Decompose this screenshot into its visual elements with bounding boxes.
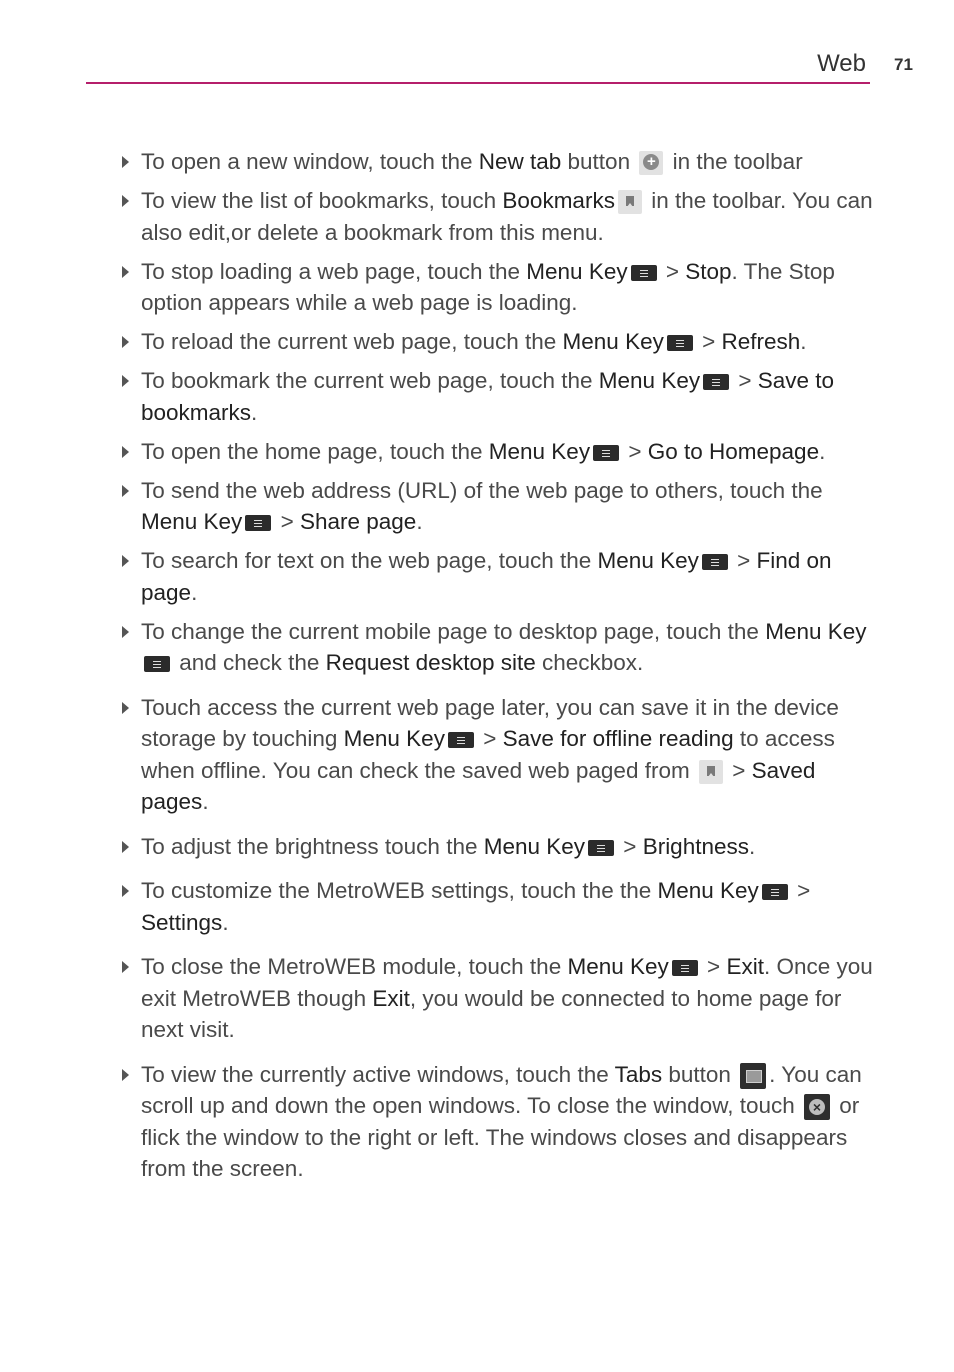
keyword: Stop: [685, 258, 732, 284]
keyword: Request desktop site: [325, 650, 536, 675]
section-title: Web: [817, 50, 866, 77]
keyword: Menu Key: [567, 954, 669, 979]
list-item: To open the home page, touch the Menu Key > Go to Homepage.: [118, 436, 878, 468]
menu-key-icon: [672, 960, 698, 976]
list-item: To view the list of bookmarks, touch Bookmarks in the toolbar. You can also edit,or delete a bookmark from this menu.: [118, 185, 878, 248]
keyword: Go to Homepage: [647, 438, 820, 464]
keyword: Menu Key: [657, 878, 759, 903]
keyword: Menu Key: [597, 548, 699, 573]
bookmark-icon: [618, 190, 642, 214]
close-window-icon: [804, 1094, 830, 1120]
bullet-arrow-icon: [122, 1069, 129, 1081]
keyword: Menu Key: [562, 329, 664, 354]
keyword: Save to bookmarks: [141, 368, 835, 425]
list-item: To reload the current web page, touch the Menu Key > Refresh.: [118, 326, 878, 358]
page-number: 71: [894, 55, 913, 74]
keyword: Menu Key: [598, 368, 701, 393]
bullet-arrow-icon: [122, 156, 129, 168]
bullet-arrow-icon: [122, 626, 129, 638]
bullet-arrow-icon: [122, 195, 129, 207]
bullet-arrow-icon: [122, 485, 129, 497]
menu-key-icon: [631, 265, 657, 281]
tabs-icon: [740, 1063, 766, 1089]
page-header: [86, 48, 870, 84]
bullet-arrow-icon: [122, 266, 129, 278]
bullet-list: [118, 146, 878, 1192]
menu-key-icon: [593, 445, 619, 461]
keyword: Saved pages: [141, 757, 816, 814]
menu-key-icon: [144, 656, 170, 672]
bullet-arrow-icon: [122, 841, 129, 853]
keyword: New tab: [478, 149, 562, 174]
menu-key-icon: [762, 884, 788, 900]
list-item: To search for text on the web page, touch the Menu Key > Find on page.: [118, 545, 878, 608]
keyword: Menu Key: [526, 258, 628, 284]
keyword: Menu Key: [483, 833, 586, 859]
keyword: Menu Key: [343, 726, 445, 751]
list-item: To change the current mobile page to desktop page, touch the Menu Key and check the Request desktop site checkbox.: [118, 616, 878, 679]
keyword: Menu Key: [765, 618, 867, 644]
menu-key-icon: [448, 732, 474, 748]
list-item: To close the MetroWEB module, touch the Menu Key > Exit. Once you exit MetroWEB though Exit, you would be connected to home page for next visit.: [118, 951, 878, 1046]
bullet-arrow-icon: [122, 885, 129, 897]
menu-key-icon: [703, 374, 729, 390]
keyword: Find on page: [141, 548, 832, 605]
bullet-arrow-icon: [122, 961, 129, 973]
keyword: Settings: [141, 909, 223, 935]
new-tab-icon: [639, 151, 663, 175]
keyword: Menu Key: [141, 509, 243, 534]
list-item: To bookmark the current web page, touch the Menu Key > Save to bookmarks.: [118, 365, 878, 428]
list-item: To view the currently active windows, touch the Tabs button . You can scroll up and down the open windows. To close the window, touch × or flick the window to the right or left. The windows closes and disappears from the screen.: [118, 1059, 878, 1185]
bullet-arrow-icon: [122, 336, 129, 348]
list-item: To send the web address (URL) of the web page to others, touch the Menu Key > Share page.: [118, 475, 878, 538]
menu-key-icon: [588, 840, 614, 856]
bullet-arrow-icon: [122, 555, 129, 567]
keyword: Tabs: [614, 1061, 663, 1087]
keyword: Refresh: [721, 329, 801, 354]
keyword: Exit: [726, 954, 764, 979]
keyword: Share page: [299, 509, 417, 534]
bullet-arrow-icon: [122, 375, 129, 387]
bullet-arrow-icon: [122, 446, 129, 458]
keyword: Brightness: [642, 833, 749, 859]
keyword: Menu Key: [488, 438, 591, 464]
list-item: To customize the MetroWEB settings, touch the the Menu Key > Settings.: [118, 875, 878, 938]
list-item: To adjust the brightness touch the Menu Key > Brightness.: [118, 831, 878, 863]
keyword: Exit: [372, 985, 410, 1011]
menu-key-icon: [702, 554, 728, 570]
list-item: Touch access the current web page later, you can save it in the device storage by touching Menu Key > Save for offline reading to access when offline. You can check the saved web paged from > Saved pages.: [118, 692, 878, 818]
menu-key-icon: [667, 335, 693, 351]
menu-key-icon: [245, 515, 271, 531]
bullet-arrow-icon: [122, 702, 129, 714]
bookmark-icon: [699, 760, 723, 784]
list-item: To open a new window, touch the New tab button + in the toolbar: [118, 146, 878, 178]
keyword: Save for offline reading: [502, 726, 734, 751]
keyword: Bookmarks: [502, 188, 615, 213]
list-item: To stop loading a web page, touch the Menu Key > Stop. The Stop option appears while a web page is loading.: [118, 256, 878, 319]
